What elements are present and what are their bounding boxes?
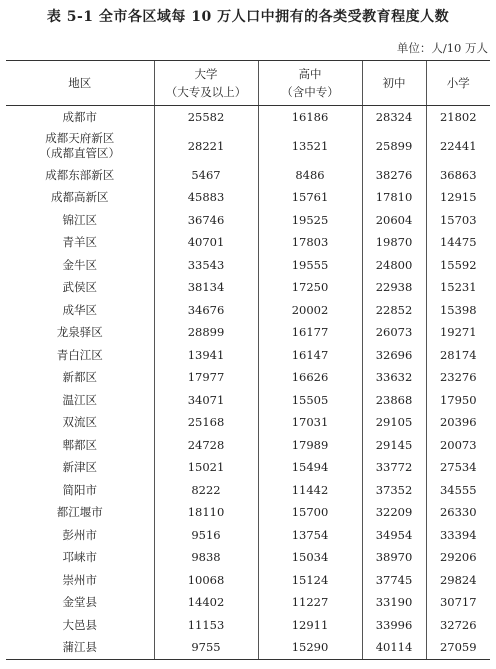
value-cell: 33632 [362,367,426,390]
region-cell [6,569,154,592]
table-row [6,547,490,570]
table-row [6,232,490,255]
column-header-line: （含中专） [281,85,339,99]
table-row [6,412,490,435]
region-cell [6,344,154,367]
region-cell [6,128,154,164]
region-name: 新津区 [62,460,97,475]
table-row [6,209,490,232]
value-cell: 26330 [426,502,490,525]
region-name: 双流区 [62,415,97,430]
table-row [6,434,490,457]
value-cell: 40701 [154,232,258,255]
column-header-3 [362,61,426,106]
region-name: 成华区 [62,302,97,317]
value-cell: 22441 [426,128,490,164]
value-cell: 34676 [154,299,258,322]
value-cell: 29206 [426,547,490,570]
region-name: 温江区 [62,392,97,407]
region-cell [6,524,154,547]
region-cell [6,592,154,615]
region-cell [6,457,154,480]
value-cell: 28324 [362,106,426,129]
table-row [6,254,490,277]
region-cell [6,502,154,525]
value-cell: 5467 [154,164,258,187]
unit-label: 单位：人/10 万人 [396,41,488,55]
value-cell: 20073 [426,434,490,457]
region-cell [6,232,154,255]
column-header-2 [258,61,362,106]
column-header-line: （大专及以上） [165,85,247,99]
value-cell: 8486 [258,164,362,187]
value-cell: 9838 [154,547,258,570]
value-cell: 17989 [258,434,362,457]
column-header-1 [154,61,258,106]
value-cell: 17803 [258,232,362,255]
region-cell [6,614,154,637]
value-cell: 22938 [362,277,426,300]
table-row [6,299,490,322]
value-cell: 8222 [154,479,258,502]
value-cell: 30717 [426,592,490,615]
value-cell: 24800 [362,254,426,277]
value-cell: 33996 [362,614,426,637]
value-cell: 34071 [154,389,258,412]
region-name: 武侯区 [62,280,97,295]
table-row [6,524,490,547]
value-cell: 13754 [258,524,362,547]
value-cell: 21802 [426,106,490,129]
region-name: 成都市 [62,109,97,124]
region-name: 金牛区 [62,257,97,272]
value-cell: 13941 [154,344,258,367]
table-title: 表 5-1 全市各区域每 10 万人口中拥有的各类受教育程度人数 [46,9,450,25]
value-cell: 15703 [426,209,490,232]
value-cell: 15124 [258,569,362,592]
value-cell: 11153 [154,614,258,637]
region-name: 锦江区 [62,212,97,227]
value-cell: 10068 [154,569,258,592]
table-row [6,614,490,637]
value-cell: 15231 [426,277,490,300]
region-cell [6,367,154,390]
value-cell: 26073 [362,322,426,345]
region-cell [6,209,154,232]
value-cell: 28174 [426,344,490,367]
value-cell: 19525 [258,209,362,232]
value-cell: 20604 [362,209,426,232]
table-row [6,106,490,129]
value-cell: 15398 [426,299,490,322]
table-row [6,277,490,300]
value-cell: 33543 [154,254,258,277]
value-cell: 12915 [426,187,490,210]
value-cell: 36863 [426,164,490,187]
value-cell: 34555 [426,479,490,502]
value-cell: 17031 [258,412,362,435]
region-cell [6,277,154,300]
table-row [6,592,490,615]
table-row [6,322,490,345]
region-name: 都江堰市 [56,505,103,520]
value-cell: 32209 [362,502,426,525]
value-cell: 18110 [154,502,258,525]
value-cell: 27534 [426,457,490,480]
value-cell: 38970 [362,547,426,570]
value-cell: 16626 [258,367,362,390]
region-cell [6,434,154,457]
value-cell: 37745 [362,569,426,592]
value-cell: 40114 [362,637,426,660]
region-name: 成都东部新区 [45,167,115,182]
value-cell: 33394 [426,524,490,547]
region-cell [6,412,154,435]
column-header-4 [426,61,490,106]
value-cell: 11227 [258,592,362,615]
column-header-line: 地区 [68,76,92,90]
value-cell: 17810 [362,187,426,210]
header-row [6,61,490,106]
table-row [6,479,490,502]
region-name: 简阳市 [62,482,97,497]
value-cell: 15034 [258,547,362,570]
value-cell: 23868 [362,389,426,412]
value-cell: 14475 [426,232,490,255]
region-name: 青白江区 [56,347,103,362]
region-cell [6,106,154,129]
value-cell: 15592 [426,254,490,277]
value-cell: 33190 [362,592,426,615]
table-row [6,569,490,592]
value-cell: 15505 [258,389,362,412]
value-cell: 32696 [362,344,426,367]
value-cell: 17977 [154,367,258,390]
value-cell: 11442 [258,479,362,502]
value-cell: 32726 [426,614,490,637]
value-cell: 36746 [154,209,258,232]
value-cell: 25168 [154,412,258,435]
value-cell: 20396 [426,412,490,435]
value-cell: 15700 [258,502,362,525]
region-name: 郫都区 [62,437,97,452]
value-cell: 24728 [154,434,258,457]
region-name: 青羊区 [62,235,97,250]
table-row [6,187,490,210]
region-name: 彭州市 [62,527,97,542]
column-header-line: 初中 [382,76,406,90]
table-row [6,344,490,367]
value-cell: 12911 [258,614,362,637]
value-cell: 28899 [154,322,258,345]
value-cell: 38276 [362,164,426,187]
value-cell: 33772 [362,457,426,480]
table-body [6,106,490,660]
table-row [6,128,490,164]
region-name: 崇州市 [62,572,97,587]
region-cell [6,389,154,412]
column-header-line: 大学 [194,67,218,81]
region-cell [6,254,154,277]
value-cell: 38134 [154,277,258,300]
value-cell: 29105 [362,412,426,435]
region-name: 成都高新区 [51,190,109,205]
value-cell: 23276 [426,367,490,390]
value-cell: 19870 [362,232,426,255]
region-name: （成都直管区） [39,146,120,160]
value-cell: 25582 [154,106,258,129]
value-cell: 22852 [362,299,426,322]
value-cell: 29824 [426,569,490,592]
value-cell: 29145 [362,434,426,457]
value-cell: 45883 [154,187,258,210]
education-table [6,60,490,660]
region-cell [6,187,154,210]
value-cell: 19555 [258,254,362,277]
region-name: 成都天府新区 [45,131,115,145]
region-cell [6,299,154,322]
value-cell: 28221 [154,128,258,164]
value-cell: 25899 [362,128,426,164]
region-name: 蒲江县 [62,640,97,654]
value-cell: 17250 [258,277,362,300]
value-cell: 14402 [154,592,258,615]
region-cell [6,637,154,660]
region-cell [6,322,154,345]
value-cell: 20002 [258,299,362,322]
column-header-0 [6,61,154,106]
value-cell: 13521 [258,128,362,164]
value-cell: 37352 [362,479,426,502]
region-name: 邛崃市 [62,550,97,565]
table-row [6,367,490,390]
region-name: 新都区 [62,370,97,385]
table-row [6,637,490,660]
region-name: 金堂县 [62,595,97,610]
value-cell: 17950 [426,389,490,412]
table-row [6,457,490,480]
value-cell: 27059 [426,637,490,660]
region-cell [6,164,154,187]
value-cell: 16147 [258,344,362,367]
table-row [6,389,490,412]
region-cell [6,479,154,502]
column-header-line: 高中 [298,67,322,81]
value-cell: 15494 [258,457,362,480]
value-cell: 15021 [154,457,258,480]
region-name: 龙泉驿区 [56,325,103,340]
value-cell: 16186 [258,106,362,129]
region-cell [6,547,154,570]
value-cell: 16177 [258,322,362,345]
value-cell: 15290 [258,637,362,660]
value-cell: 19271 [426,322,490,345]
region-name: 大邑县 [62,617,97,632]
value-cell: 15761 [258,187,362,210]
table-row [6,164,490,187]
column-header-line: 小学 [446,76,470,90]
value-cell: 9755 [154,637,258,660]
value-cell: 34954 [362,524,426,547]
value-cell: 9516 [154,524,258,547]
table-row [6,502,490,525]
